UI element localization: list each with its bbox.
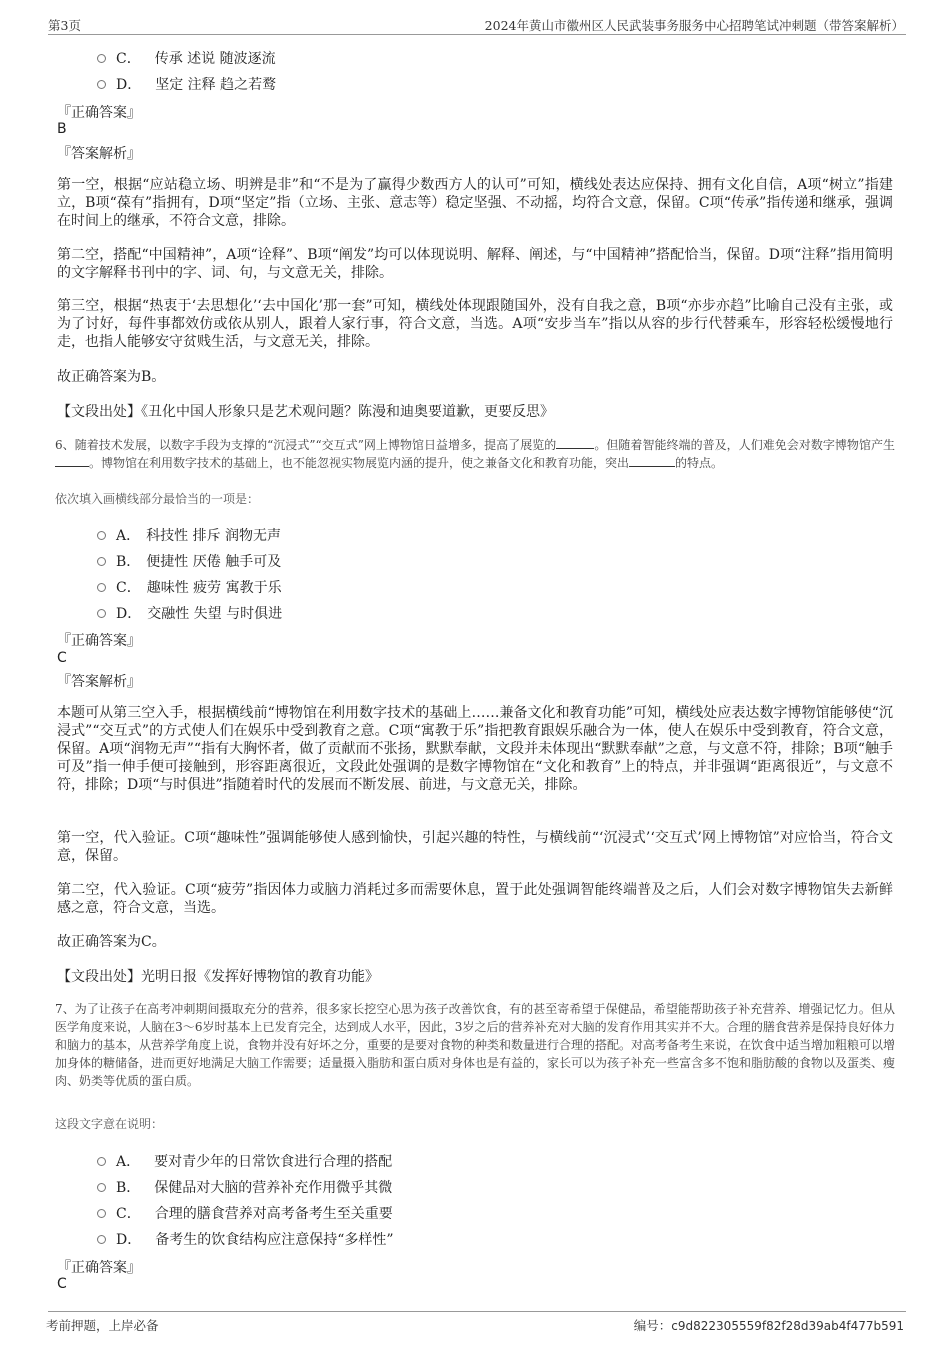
- q7-stem: 7、为了让孩子在高考冲刺期间摄取充分的营养，很多家长挖空心思为孩子改善饮食，有的甚至寄希望于保健品，希望能帮助孩子补充营养、增强记忆力。但从医学角度来说，人脑在3～6岁时基本上已发育完全，达到成人水平，因此，3岁之后的营养补充对大脑的发育作用其实并不大。合理的膳食营养是保持良好体力和脑力的基本，从营养学角度上说，食物并没有好坏之分，重要的是要对食物的种类和数量进行合理的搭配。对高考备考生来说，在饮食中适当增加粗粮可以增加身体的糖储备，进而更好地满足大脑工作需要；适量摄入脂肪和蛋白质对身体也是有益的，家长可以为孩子补充一些富含多不饱和脂肪酸的食物以及蛋类、瘦肉、奶类等优质的蛋白质。: [55, 1002, 896, 1088]
- q6-stem-part3: 。博物馆在利用数字技术的基础上，也不能忽视实物展览内涵的提升，使之兼备文化和教育功能，突出: [89, 456, 630, 470]
- footer-divider: [48, 1311, 906, 1312]
- option-letter: D．: [116, 77, 142, 93]
- page-number: 第3页: [48, 18, 81, 33]
- q6-source: 【文段出处】光明日报《发挥好博物馆的教育功能》: [57, 969, 379, 985]
- option-text: 要对青少年的日常饮食进行合理的搭配: [154, 1154, 393, 1170]
- option-letter: A．: [116, 528, 141, 544]
- radio-icon: [97, 1235, 106, 1244]
- q6-stem-part2: 。但随着智能终端的普及，人们难免会对数字博物馆产生: [594, 438, 895, 452]
- q7-option-c[interactable]: [97, 1203, 393, 1223]
- q7-prompt: 这段文字意在说明：: [55, 1117, 164, 1131]
- q6-prompt: 依次填入画横线部分最恰当的一项是：: [55, 492, 260, 506]
- q6-analysis-p1: 本题可从第三空入手，根据横线前“博物馆在利用数字技术的基础上……兼备文化和教育功能”可知，横线处应表达数字博物馆能够使“沉浸式”“交互式”的方式使人们在娱乐中受到教育之意。C项“寓教于乐”指把教育跟娱乐融合为一体，使人在娱乐中受到教育，符合文意，保留。A项“润物无声”“指有大胸怀者，做了贡献而不张扬，默默奉献，文段并未体现出“默默奉献”之意，与文意不符，排除；B项“触手可及”指一伸手便可接触到，形容距离很近，文段此处强调的是数字博物馆在“文化和教育”上的特点，并非强调“距离很近”，与文意不符，排除；D项“与时俱进”指随着时代的发展而不断发展、前进，与文意无关，排除。: [57, 705, 893, 793]
- document-title: 2024年黄山市徽州区人民武装事务服务中心招聘笔试冲刺题（带答案解析）: [484, 18, 904, 33]
- q6-option-b[interactable]: [97, 551, 281, 571]
- q7-answer: C: [57, 1276, 67, 1292]
- option-letter: B．: [116, 554, 141, 570]
- q6-answer-label: 『正确答案』: [57, 633, 141, 649]
- q6-option-c[interactable]: [97, 577, 282, 597]
- q6-blank-2: [55, 454, 89, 467]
- footer-slogan: 考前押题，上岸必备: [46, 1318, 159, 1333]
- option-letter: D．: [116, 1232, 142, 1248]
- option-text: 合理的膳食营养对高考备考生至关重要: [154, 1206, 393, 1222]
- q6-answer: C: [57, 650, 67, 666]
- q5-analysis-p2: 第二空，搭配“中国精神”，A项“诠释”、B项“阐发”均可以体现说明、解释、阐述，与“中国精神”搭配恰当，保留。D项“注释”指用简明的文字解释书刊中的字、词、句，与文意无关，排除。: [57, 247, 893, 281]
- q7-option-a[interactable]: [97, 1151, 392, 1171]
- option-letter: C．: [116, 1206, 141, 1222]
- option-text: 科技性 排斥 润物无声: [146, 528, 282, 544]
- radio-icon: [97, 583, 106, 592]
- q7-option-b[interactable]: [97, 1177, 392, 1197]
- footer-code: [634, 1316, 904, 1334]
- q6-stem-part4: 的特点。: [675, 456, 724, 470]
- q5-analysis-label: 『答案解析』: [57, 146, 141, 162]
- option-text: 趣味性 疲劳 寓教于乐: [146, 580, 282, 596]
- q6-stem-part1: 6、随着技术发展，以数字手段为支撑的“沉浸式”“交互式”网上博物馆日益增多，提高了展览的: [55, 438, 557, 452]
- q6-analysis-p2: 第一空，代入验证。C项“趣味性”强调能够使人感到愉快，引起兴趣的特性，与横线前“‘沉浸式’‘交互式’网上博物馆”对应恰当，符合文意，保留。: [57, 830, 893, 864]
- header-divider: [48, 34, 906, 35]
- q6-blank-3: [629, 454, 675, 467]
- option-letter: D．: [116, 606, 142, 622]
- radio-icon: [97, 54, 106, 63]
- q6-analysis-label: 『答案解析』: [57, 674, 141, 690]
- radio-icon: [97, 1209, 106, 1218]
- q5-answer: B: [57, 121, 67, 137]
- q6-blank-1: [556, 436, 594, 449]
- q6-option-d[interactable]: [97, 603, 282, 623]
- q5-option-c[interactable]: [97, 48, 276, 68]
- option-letter: C．: [116, 51, 141, 67]
- q7-answer-label: 『正确答案』: [57, 1260, 141, 1276]
- option-text: 保健品对大脑的营养补充作用微乎其微: [154, 1180, 393, 1196]
- radio-icon: [97, 531, 106, 540]
- option-text: 坚定 注释 趋之若鹜: [155, 77, 277, 93]
- q6-stem: [55, 436, 895, 472]
- radio-icon: [97, 80, 106, 89]
- q6-option-a[interactable]: [97, 525, 281, 545]
- option-letter: B．: [116, 1180, 141, 1196]
- radio-icon: [97, 1183, 106, 1192]
- q6-analysis-p3: 第二空，代入验证。C项“疲劳”指因体力或脑力消耗过多而需要休息，置于此处强调智能终端普及之后，人们会对数字博物馆失去新鲜感之意，符合文意，当选。: [57, 882, 893, 916]
- q5-answer-label: 『正确答案』: [57, 105, 141, 121]
- q5-source: 【文段出处】《丑化中国人形象只是艺术观问题？陈漫和迪奥要道歉，更要反思》: [57, 404, 554, 420]
- radio-icon: [97, 609, 106, 618]
- option-letter: A．: [116, 1154, 141, 1170]
- radio-icon: [97, 557, 106, 566]
- q5-analysis-p1: 第一空，根据“应站稳立场、明辨是非”和“不是为了赢得少数西方人的认可”可知，横线处表达应保持、拥有文化自信，A项“树立”指建立，B项“葆有”指拥有，D项“坚定”指（立场、主张、意志等）稳定坚强、不动摇，均符合文意，保留。C项“传承”指传递和继承，强调在时间上的继承，不符合文意，排除。: [57, 177, 893, 229]
- footer-code-label: 编号：: [633, 1318, 672, 1333]
- option-text: 交融性 失望 与时俱进: [147, 606, 283, 622]
- q5-option-d[interactable]: [97, 74, 276, 94]
- q5-analysis-p3: 第三空，根据“热衷于‘去思想化’‘去中国化’那一套”可知，横线处体现跟随国外，没有自我之意，B项“亦步亦趋”比喻自己没有主张，或为了讨好，每件事都效仿或依从别人，跟着人家行事，符合文意，当选。A项“安步当车”指以从容的步行代替乘车，形容轻松缓慢地行走，也指人能够安守贫贱生活，与文意无关，排除。: [57, 298, 893, 350]
- option-text: 备考生的饮食结构应注意保持“多样性”: [155, 1232, 394, 1248]
- q5-analysis-conclusion: 故正确答案为B。: [57, 369, 166, 385]
- option-letter: C．: [116, 580, 141, 596]
- radio-icon: [97, 1157, 106, 1166]
- q6-analysis-conclusion: 故正确答案为C。: [57, 934, 166, 950]
- footer-code-value: c9d822305559f82f28d39ab4f477b591: [671, 1319, 904, 1333]
- q7-option-d[interactable]: [97, 1229, 394, 1249]
- option-text: 便捷性 厌倦 触手可及: [146, 554, 282, 570]
- option-text: 传承 述说 随波逐流: [154, 51, 276, 67]
